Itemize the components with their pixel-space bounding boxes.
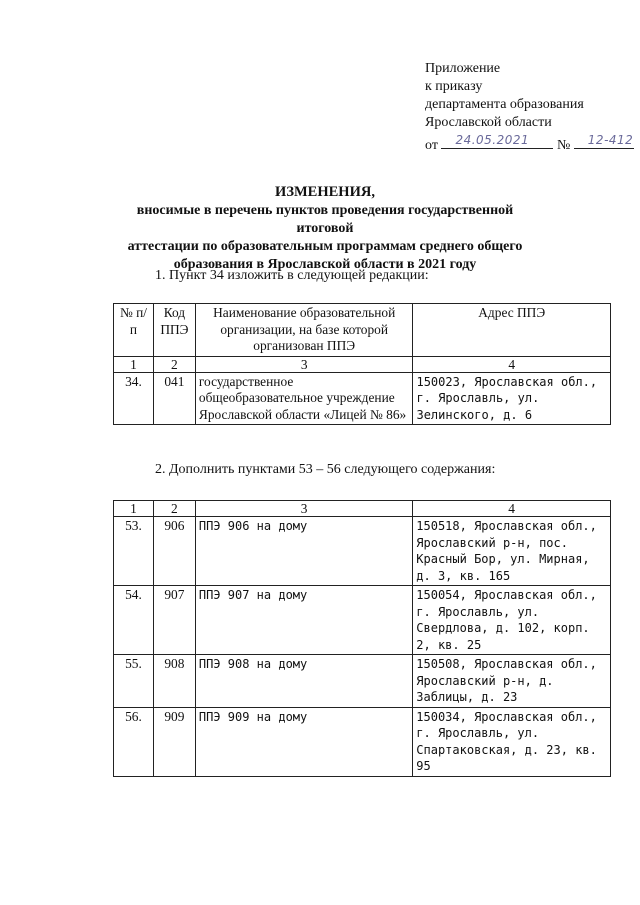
number-label: № <box>556 138 571 153</box>
header-org-name: Наименование образовательной организации, на базе которой организован ППЭ <box>195 304 413 357</box>
column-number: 3 <box>195 356 413 372</box>
row-org-name: ППЭ 907 на дому <box>195 586 412 655</box>
date-field <box>441 132 553 149</box>
row-number: 55. <box>114 655 154 708</box>
row-org-name: ППЭ 908 на дому <box>195 655 412 708</box>
column-number-row <box>114 501 611 517</box>
table-row <box>114 517 611 586</box>
column-number-row <box>114 356 611 372</box>
document-heading <box>110 183 540 274</box>
row-code: 906 <box>153 517 195 586</box>
row-number: 56. <box>114 707 154 776</box>
appendix-date-number <box>425 132 634 155</box>
from-label: от <box>425 138 438 153</box>
appendix-line: Приложение <box>425 61 501 76</box>
header-code: Код ППЭ <box>153 304 195 357</box>
row-number: 54. <box>114 586 154 655</box>
table-item-34 <box>113 303 611 425</box>
row-address: 150054, Ярославская обл., г. Ярославль, ул. Свердлова, д. 102, корп. 2, кв. 25 <box>413 586 611 655</box>
row-code: 909 <box>153 707 195 776</box>
table-row <box>114 655 611 708</box>
row-org-name: ППЭ 906 на дому <box>195 517 412 586</box>
column-number: 1 <box>114 356 154 372</box>
column-number: 3 <box>195 501 412 517</box>
header-address: Адрес ППЭ <box>413 304 611 357</box>
appendix-line: Ярославской области <box>425 115 552 130</box>
row-number: 53. <box>114 517 154 586</box>
handwritten-number: 12-412 <box>587 133 634 147</box>
appendix-line: к приказу <box>425 79 483 94</box>
handwritten-date: 24.05.2021 <box>455 133 530 147</box>
column-number: 2 <box>153 501 195 517</box>
table-items-53-56 <box>113 500 611 777</box>
table-row <box>114 586 611 655</box>
table-row <box>114 372 611 425</box>
row-address: 150023, Ярославская обл., г. Ярославль, ул. Зелинского, д. 6 <box>413 372 611 425</box>
row-code: 908 <box>153 655 195 708</box>
column-number: 1 <box>114 501 154 517</box>
appendix-line: департамента образования <box>425 97 584 112</box>
column-number: 4 <box>413 501 611 517</box>
row-org-name: ППЭ 909 на дому <box>195 707 412 776</box>
heading-line: аттестации по образовательным программам среднего общего <box>127 239 523 254</box>
row-code: 041 <box>153 372 195 425</box>
heading-line: вносимые в перечень пунктов проведения государственной итоговой <box>136 203 514 236</box>
heading-line: образования в Ярославской области в 2021 году <box>173 257 477 272</box>
item-2-text: 2. Дополнить пунктами 53 – 56 следующего содержания: <box>155 462 496 477</box>
row-org-name: государственное общеобразовательное учреждение Ярославской области «Лицей № 86» <box>195 372 413 425</box>
row-number: 34. <box>114 372 154 425</box>
table-header-row <box>114 304 611 357</box>
column-number: 2 <box>153 356 195 372</box>
row-code: 907 <box>153 586 195 655</box>
row-address: 150518, Ярославская обл., Ярославский р-н, пос. Красный Бор, ул. Мирная, д. 3, кв. 165 <box>413 517 611 586</box>
row-address: 150508, Ярославская обл., Ярославский р-н, д. Заблицы, д. 23 <box>413 655 611 708</box>
column-number: 4 <box>413 356 611 372</box>
item-1-text: 1. Пункт 34 изложить в следующей редакции: <box>155 268 429 283</box>
row-address: 150034, Ярославская обл., г. Ярославль, ул. Спартаковская, д. 23, кв. 95 <box>413 707 611 776</box>
table-row <box>114 707 611 776</box>
document-title: ИЗМЕНЕНИЯ, <box>275 184 375 200</box>
number-field <box>574 132 634 149</box>
appendix-block <box>425 60 634 155</box>
header-number: № п/п <box>114 304 154 357</box>
